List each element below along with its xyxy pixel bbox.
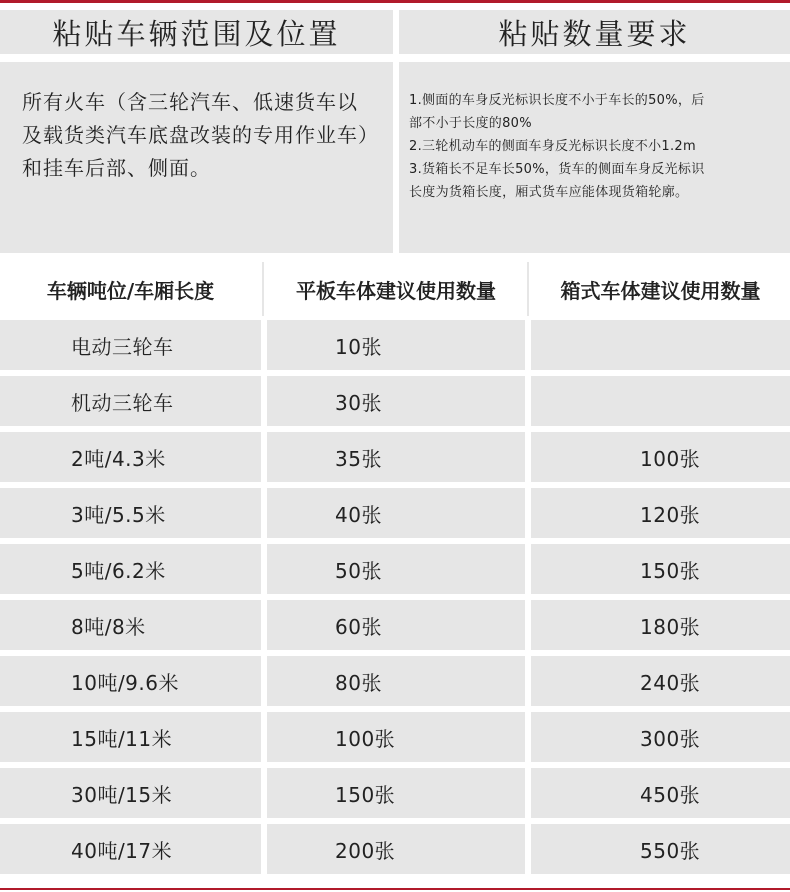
requirements-list <box>399 62 790 253</box>
tonnage-cell: 8吨/8米 <box>0 600 261 650</box>
quantity-title: 粘贴数量要求 <box>399 10 790 54</box>
tonnage-cell: 机动三轮车 <box>0 376 261 426</box>
box-count-cell: 120张 <box>531 488 790 538</box>
requirement-line: 2.三轮机动车的侧面车身反光标识长度不小1.2m <box>409 139 696 154</box>
flatbed-count-cell: 150张 <box>267 768 525 818</box>
box-count-cell: 150张 <box>531 544 790 594</box>
table-row <box>0 824 790 874</box>
flatbed-count-cell: 35张 <box>267 432 525 482</box>
flatbed-count-cell: 30张 <box>267 376 525 426</box>
tonnage-cell: 40吨/17米 <box>0 824 261 874</box>
tonnage-cell: 5吨/6.2米 <box>0 544 261 594</box>
tonnage-cell: 30吨/15米 <box>0 768 261 818</box>
column-divider <box>527 262 529 316</box>
box-count-cell: 240张 <box>531 656 790 706</box>
box-count-cell: 450张 <box>531 768 790 818</box>
table-row <box>0 320 790 370</box>
box-count-cell: 550张 <box>531 824 790 874</box>
flatbed-count-cell: 200张 <box>267 824 525 874</box>
table-row <box>0 600 790 650</box>
requirement-line: 1.侧面的车身反光标识长度不小于车长的50%，后 <box>409 93 705 108</box>
table-row <box>0 712 790 762</box>
table-row <box>0 544 790 594</box>
scope-description: 所有火车（含三轮汽车、低速货车以及载货类汽车底盘改装的专用作业车）和挂车后部、侧面。 <box>0 62 393 253</box>
box-count-cell: 100张 <box>531 432 790 482</box>
table-row <box>0 768 790 818</box>
box-count-cell <box>531 376 790 426</box>
box-count-cell <box>531 320 790 370</box>
box-count-cell: 180张 <box>531 600 790 650</box>
flatbed-count-cell: 80张 <box>267 656 525 706</box>
requirement-line: 3.货箱长不足车长50%，货车的侧面车身反光标识 <box>409 162 705 177</box>
column-header-tonnage: 车辆吨位/车厢长度 <box>46 278 215 303</box>
flatbed-count-cell: 10张 <box>267 320 525 370</box>
column-header-box: 箱式车体建议使用数量 <box>560 278 761 303</box>
box-count-cell: 300张 <box>531 712 790 762</box>
requirement-line: 长度为货箱长度，厢式货车应能体现货箱轮廓。 <box>409 185 689 200</box>
requirement-line: 部不小于长度的80% <box>409 116 532 131</box>
tonnage-cell: 3吨/5.5米 <box>0 488 261 538</box>
flatbed-count-cell: 40张 <box>267 488 525 538</box>
flatbed-count-cell: 50张 <box>267 544 525 594</box>
tonnage-cell: 15吨/11米 <box>0 712 261 762</box>
tonnage-cell: 电动三轮车 <box>0 320 261 370</box>
table-row <box>0 488 790 538</box>
scope-title: 粘贴车辆范围及位置 <box>0 10 393 54</box>
table-row <box>0 432 790 482</box>
column-header-flatbed: 平板车体建议使用数量 <box>296 278 496 303</box>
flatbed-count-cell: 60张 <box>267 600 525 650</box>
top-accent-line <box>0 0 790 3</box>
table-row <box>0 656 790 706</box>
tonnage-cell: 2吨/4.3米 <box>0 432 261 482</box>
tonnage-cell: 10吨/9.6米 <box>0 656 261 706</box>
column-divider <box>262 262 264 316</box>
bottom-accent-line <box>0 888 790 890</box>
flatbed-count-cell: 100张 <box>267 712 525 762</box>
table-row <box>0 376 790 426</box>
